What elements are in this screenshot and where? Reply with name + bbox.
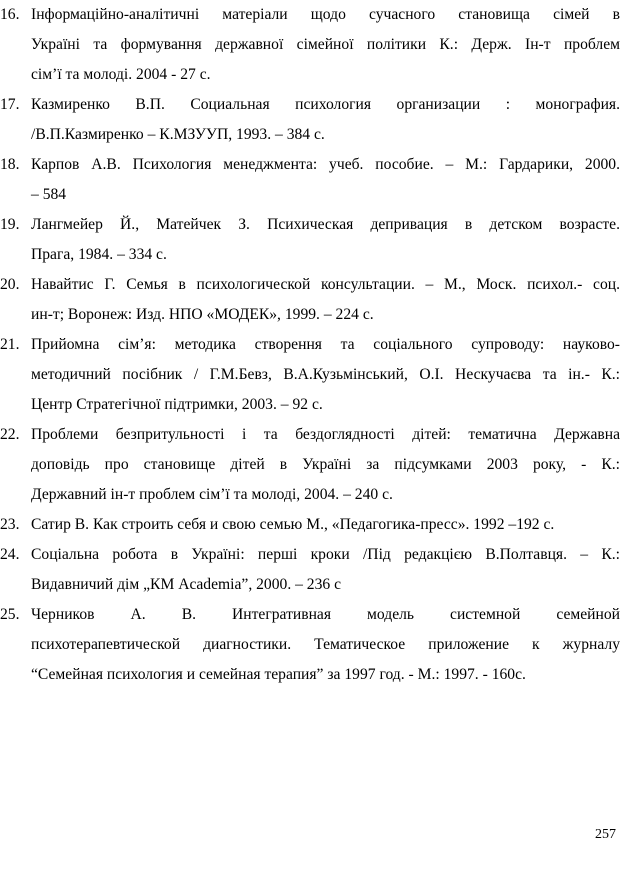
reference-text <box>31 540 620 600</box>
reference-line: “Семейная психология и семейная терапия” за 1997 год. - М.: 1997. - 160с. <box>31 666 526 683</box>
page-number: 257 <box>595 827 616 842</box>
reference-text <box>31 510 620 540</box>
reference-line: методичний посібник / Г.М.Бевз, В.А.Кузьмінський, О.І. Нескучаєва та ін.- К.: <box>31 366 620 383</box>
reference-line: Сатир В. Как строить себя и свою семью М., «Педагогика-пресс». 1992 –192 с. <box>31 516 555 533</box>
reference-item-24 <box>0 540 620 600</box>
reference-number: 18. <box>0 156 20 173</box>
reference-text <box>31 270 620 330</box>
reference-line: /В.П.Казмиренко – К.МЗУУП, 1993. – 384 с. <box>31 126 325 143</box>
reference-line: Навайтис Г. Семья в психологической консультации. – М., Моск. психол.- соц. <box>31 276 620 293</box>
reference-item-22 <box>0 420 620 510</box>
reference-line: – 584 <box>31 186 67 203</box>
reference-line: Карпов А.В. Психология менеджмента: учеб. пособие. – М.: Гардарики, 2000. <box>31 156 620 173</box>
reference-line: доповідь про становище дітей в Україні за підсумками 2003 року, - К.: <box>31 456 620 473</box>
reference-text <box>31 210 620 270</box>
reference-item-17 <box>0 90 620 150</box>
reference-line: Україні та формування державної сімейної політики К.: Держ. Ін-т проблем <box>31 36 620 53</box>
reference-line: Проблеми безпритульності і та бездоглядності дітей: тематична Державна <box>31 426 620 443</box>
reference-number: 19. <box>0 216 20 233</box>
reference-item-19 <box>0 210 620 270</box>
reference-line: Прийомна сім’я: методика створення та соціального супроводу: науково- <box>31 336 620 353</box>
reference-line: сім’ї та молоді. 2004 - 27 с. <box>31 66 211 83</box>
reference-line: Інформаційно-аналітичні матеріали щодо сучасного становища сімей в <box>31 6 620 23</box>
reference-text <box>31 150 620 210</box>
reference-line: ин-т; Воронеж: Изд. НПО «МОДЕК», 1999. – 224 с. <box>31 306 374 323</box>
reference-number: 21. <box>0 336 20 353</box>
reference-number: 16. <box>0 6 20 23</box>
reference-line: психотерапевтической диагностики. Тематическое приложение к журналу <box>31 636 620 653</box>
reference-item-23 <box>0 510 620 540</box>
reference-text <box>31 0 620 90</box>
reference-item-21 <box>0 330 620 420</box>
reference-number: 22. <box>0 426 20 443</box>
reference-number: 20. <box>0 276 20 293</box>
reference-item-16 <box>0 0 620 90</box>
reference-line: Черников А. В. Интегративная модель системной семейной <box>31 606 620 623</box>
reference-item-20 <box>0 270 620 330</box>
reference-item-25 <box>0 600 620 690</box>
reference-number: 25. <box>0 606 20 623</box>
reference-line: Соціальна робота в Україні: перші кроки /Під редакцією В.Полтавця. – К.: <box>31 546 620 563</box>
reference-number: 23. <box>0 516 20 533</box>
reference-line: Лангмейер Й., Матейчек З. Психическая депривация в детском возрасте. <box>31 216 620 233</box>
reference-text <box>31 420 620 510</box>
reference-line: Прага, 1984. – 334 с. <box>31 246 167 263</box>
reference-line: Казмиренко В.П. Социальная психология организации : монография. <box>31 96 620 113</box>
reference-line: Центр Стратегічної підтримки, 2003. – 92 с. <box>31 396 323 413</box>
reference-line: Видавничий дім „КМ Academia”, 2000. – 236 с <box>31 576 342 593</box>
reference-text <box>31 90 620 150</box>
reference-line: Державний ін-т проблем сім’ї та молоді, 2004. – 240 с. <box>31 486 393 503</box>
reference-text <box>31 330 620 420</box>
reference-number: 17. <box>0 96 20 113</box>
reference-item-18 <box>0 150 620 210</box>
reference-number: 24. <box>0 546 20 563</box>
reference-text <box>31 600 620 690</box>
